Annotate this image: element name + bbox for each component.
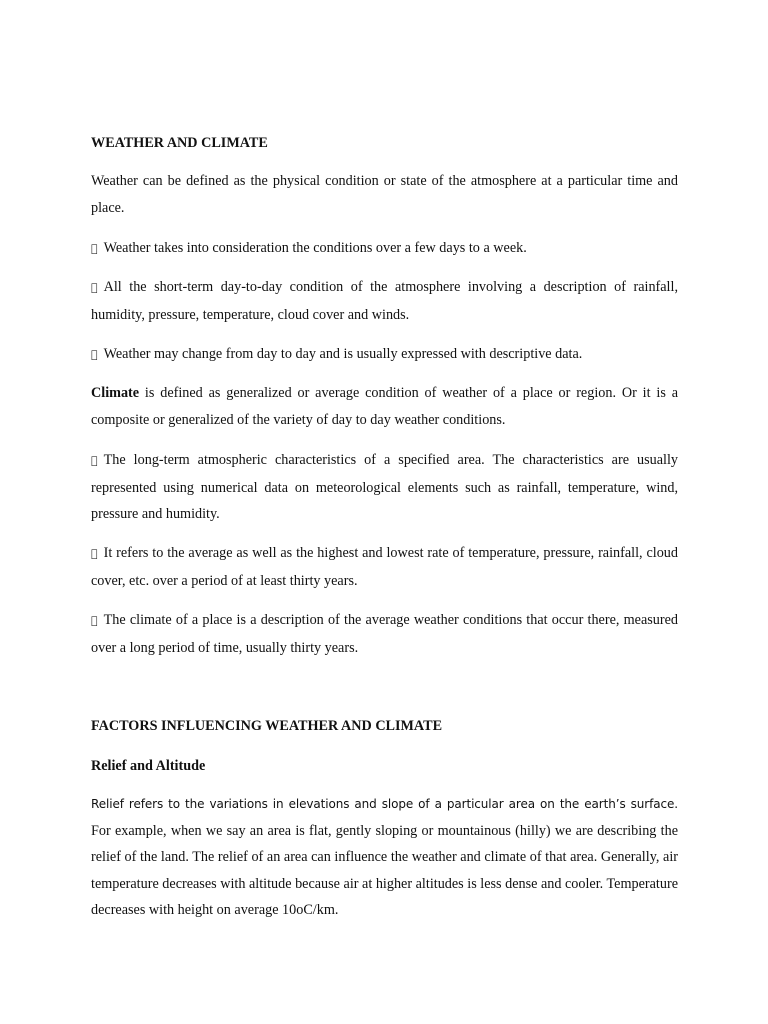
relief-lead-text: Relief refers to the variations in elevations and slope of a particular area on the earth’s surface.	[91, 797, 678, 811]
weather-bullet-1	[91, 235, 678, 263]
bullet-icon	[91, 547, 98, 560]
weather-bullet-2-text: All the short-term day-to-day condition of the atmosphere involving a description of rainfall, humidity, pressure, temperature, cloud cover and winds.	[91, 279, 678, 323]
climate-bullet-2	[91, 540, 678, 594]
relief-paragraph	[91, 791, 678, 924]
weather-bullet-3-text: Weather may change from day to day and is usually expressed with descriptive data.	[97, 346, 576, 362]
heading-weather-climate: WEATHER AND CLIMATE	[91, 135, 268, 151]
heading-factors: FACTORS INFLUENCING WEATHER AND CLIMATE	[91, 718, 443, 734]
bullet-icon	[91, 454, 98, 467]
weather-definition: Weather can be defined as the physical condition or state of the atmosphere at a particular time and place.	[91, 173, 678, 216]
bullet-icon	[91, 242, 98, 255]
climate-bullet-1-text: The long-term atmospheric characteristics of a specified area. The characteristics are usually represented using numerical data on meteorological elements such as rainfall, temperature, wind, pressure and humidity.	[91, 452, 678, 523]
bullet-icon	[91, 614, 98, 627]
bullet-icon	[91, 348, 98, 361]
weather-bullet-3	[91, 341, 678, 369]
climate-definition-text: is defined as generalized or average condition of weather of a place or region. Or it is a composite or generalized of the variety of day to day weather conditions.	[91, 385, 678, 428]
weather-bullet-2	[91, 274, 678, 328]
bullet-icon	[91, 281, 98, 294]
climate-bullet-3-text: The climate of a place is a description of the average weather conditions that occur there, measured over a long period of time, usually thirty years.	[91, 612, 678, 656]
climate-bullet-1	[91, 447, 678, 528]
subheading-relief-altitude: Relief and Altitude	[91, 758, 206, 774]
climate-bullet-3	[91, 607, 678, 661]
climate-bullet-2-text: It refers to the average as well as the highest and lowest rate of temperature, pressure, rainfall, cloud cover, etc. over a period of at least thirty years.	[91, 545, 678, 589]
weather-bullet-1-text: Weather takes into consideration the conditions over a few days to a week.	[97, 240, 521, 256]
climate-definition	[91, 380, 678, 433]
relief-body-text: For example, when we say an area is flat, gently sloping or mountainous (hilly) we are describing the relief of the land. The relief of an area can influence the weather and climate of that area. Generally, air temperature decreases with altitude because air at higher altitudes is less dense and cooler. Temperature decreases with height on average 10oC/km.	[91, 822, 678, 919]
climate-term: Climate	[91, 385, 140, 401]
